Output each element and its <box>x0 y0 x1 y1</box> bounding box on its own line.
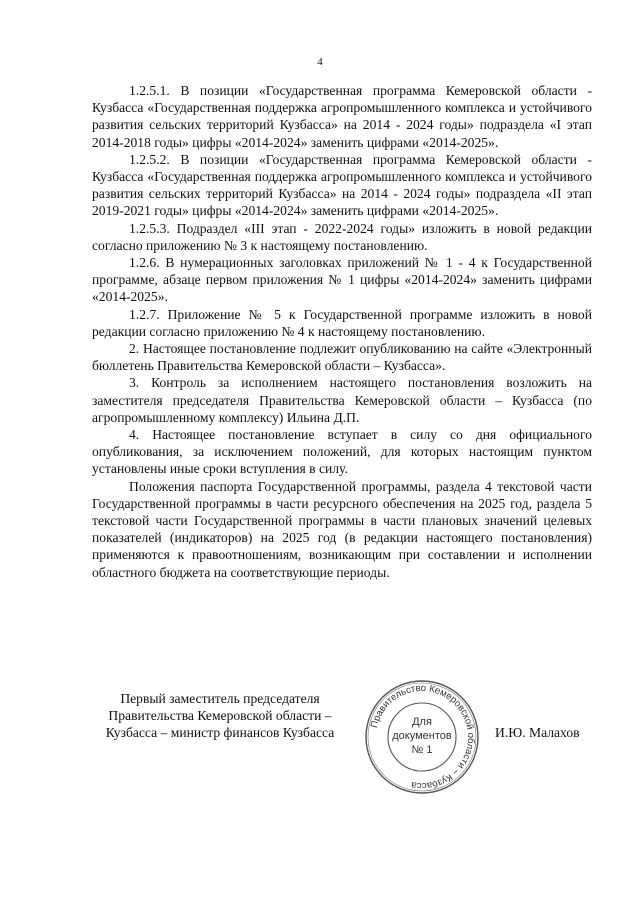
stamp-center-line: № 1 <box>411 744 433 756</box>
signatory-title-line: Первый заместитель председателя <box>120 691 320 706</box>
stamp-ring-text: Правительство Кемеровской области – Кузбасса <box>368 682 477 792</box>
signatory-title-line: Правительства Кемеровской области – <box>108 708 332 724</box>
document-body <box>92 82 592 581</box>
paragraph-3: 3. Контроль за исполнением настоящего постановления возложить на заместителя председателя Правительства Кемеровской области – Кузбасса (по агропромышленному комплексу) Ильина Д.П. <box>92 375 592 425</box>
paragraph-1-2-7: 1.2.7. Приложение № 5 к Государственной программе изложить в новой редакции согласно приложению № 4 к настоящему постановлению. <box>92 306 592 339</box>
paragraph-4: 4. Настоящее постановление вступает в силу со дня официального опубликования, за исключением положений, для которых настоящим пунктом установлены иные сроки вступления в силу. <box>92 427 592 477</box>
paragraph-2: 2. Настоящее постановление подлежит опубликованию на сайте «Электронный бюллетень Правительства Кемеровской области – Кузбасса». <box>92 341 592 374</box>
paragraph-1-2-6: 1.2.6. В нумерационных заголовках приложений № 1 - 4 к Государственной программе, абзаце первом приложения № 1 цифры «2014-2024» заменить цифрами «2014-2025». <box>92 255 592 305</box>
signatory-name: И.Ю. Малахов <box>495 725 580 740</box>
signature-block <box>0 678 640 798</box>
stamp-center-line: документов <box>392 730 452 742</box>
paragraph-provisions: Положения паспорта Государственной программы, раздела 4 текстовой части Государственной программы в части ресурсного обеспечения на 2025 год, раздела 5 текстовой части Государственной программы в части плановых значений целевых показателей (индикаторов) на 2025 год (в редакции настоящего постановления) применяются к правоотношениям, возникающим при составлении и исполнении областного бюджета на соответствующие периоды. <box>92 478 592 580</box>
paragraph-1-2-5-2: 1.2.5.2. В позиции «Государственная программа Кемеровской области - Кузбасса «Государственная поддержка агропромышленного комплекса и устойчивого развития сельских территорий Кузбасса» на 2014 - 2024 годы» подраздела «II этап 2019-2021 годы» цифры «2014-2024» заменить цифрами «2014-2025». <box>92 151 592 219</box>
official-stamp <box>358 678 486 796</box>
stamp-seal-icon <box>358 678 486 796</box>
signatory-title-line: Кузбасса – министр финансов Кузбасса <box>105 725 335 741</box>
paragraph-1-2-5-3: 1.2.5.3. Подраздел «III этап - 2022-2024 годы» изложить в новой редакции согласно приложению № 3 к настоящему постановлению. <box>92 220 592 253</box>
page-number: 4 <box>317 56 323 68</box>
signatory-title <box>90 690 350 742</box>
stamp-center-line: Для <box>412 716 432 728</box>
paragraph-1-2-5-1: 1.2.5.1. В позиции «Государственная программа Кемеровской области - Кузбасса «Государственная поддержка агропромышленного комплекса и устойчивого развития сельских территорий Кузбасса» на 2014 - 2024 годы» подраздела «I этап 2014-2018 годы» цифры «2014-2024» заменить цифрами «2014-2025». <box>92 83 592 150</box>
